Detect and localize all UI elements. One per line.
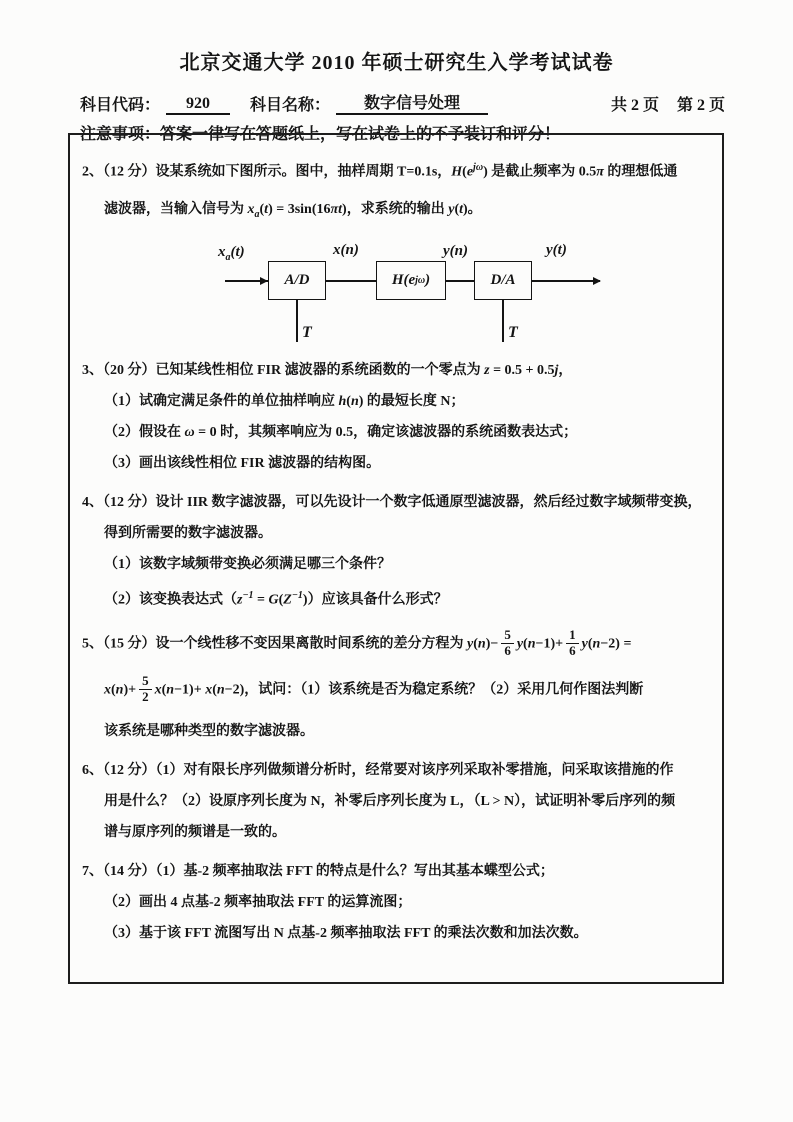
text-segment: 2、（12 分）设某系统如下图所示。图中，抽样周期 T=0.1s， [82,164,452,180]
text-segment: （3）基于该 FFT 流图写出 N 点基-2 频率抽取法 FFT 的乘法次数和加法次数。 [104,925,588,941]
text-segment: ) 是截止频率为 0.5 [483,164,597,180]
text-segment: （3）画出该线性相位 FIR 滤波器的结构图。 [104,456,381,472]
total-pages: 共 2 页 [610,97,659,114]
question-line [82,822,708,844]
text-segment: （2）该变换表达式（ [104,593,237,609]
question-line [82,422,708,444]
output-arrow-icon [593,277,601,285]
ideal-lowpass-filter-block: H(e jω ) [376,261,446,300]
text-segment: )）应该具备什么形式？ [302,593,448,609]
text-segment: ( [212,682,217,698]
text-segment: ) = 3sin(16 [268,201,331,217]
ad-clock-label: T [302,324,312,342]
text-segment: ( [161,682,167,698]
text-segment: = 0 时，其频率响应为 0.5，确定该滤波器的系统函数表达式； [194,425,578,441]
text-segment: 5、（15 分）设一个线性移不变因果离散时间系统的差分方程为 [82,636,467,652]
text-segment: （2）假设在 [104,425,185,441]
text-segment: t [459,201,463,217]
fraction: $\frac{1}{6}$ [566,628,579,659]
diagram-output-signal-label: y(t) [546,242,567,259]
text-segment: h [338,394,347,410]
text-segment: −1 [242,590,254,602]
question-q6 [82,760,708,844]
text-segment: y [581,636,588,652]
text-segment: )，求系统的输出 [342,201,449,217]
diagram-xn-label: x(n) [333,242,359,259]
text-segment: y [516,636,524,652]
ad-converter-block: A/D [268,261,326,300]
question-line [82,391,708,413]
text-segment: z [237,593,243,609]
text-segment: ( [346,394,351,410]
text-segment: n [592,636,601,652]
question-q3 [82,360,708,475]
question-line [82,721,708,743]
text-segment: π [596,164,604,180]
subject-meta-row [80,92,725,115]
text-segment: Z [283,593,292,609]
ad-clock-stem [296,300,298,342]
notice-text: 答案一律写在答题纸上，写在试卷上的不予装订和评分！ [160,126,561,143]
text-segment: y [467,636,474,652]
question-area-border-box [68,133,724,984]
text-segment: x [247,201,255,217]
output-wire [532,280,600,282]
text-segment: n [115,682,124,698]
question-line [82,157,708,184]
text-segment: e [466,164,474,180]
text-segment: 该系统是哪种类型的数字滤波器。 [104,723,314,739]
text-segment: ( [278,593,284,609]
fraction: $\frac{5}{2}$ [139,674,152,705]
text-segment: ( [473,636,478,652]
da-clock-stem [502,300,504,342]
text-segment: t [264,201,269,217]
question-line [82,892,708,914]
text-segment: 6、（12 分）（1）对有限长序列做频谱分析时，经常要对该序列采取补零措施，问采取该措施的作 [82,762,674,778]
text-segment: ( [454,201,460,217]
text-segment: ( [523,636,528,652]
text-segment: j [554,363,559,379]
question-line [82,360,708,382]
text-segment: n [166,682,175,698]
text-segment: )− [485,636,499,652]
page-info [593,92,725,115]
text-segment: x [104,682,111,698]
question-line [82,791,708,813]
text-segment: −1)+ [174,682,206,698]
wire-ad-to-filter [326,280,376,282]
question-q5 [82,629,708,743]
text-segment: （1）该数字域频带变换必须满足哪三个条件？ [104,557,391,573]
current-page: 第 2 页 [676,97,725,114]
text-segment: ω [184,425,195,441]
text-segment: −1 [291,590,303,602]
text-segment: )+ [123,682,137,698]
question-line [82,861,708,883]
text-segment: πt [330,201,343,217]
text-segment: x [154,682,162,698]
text-segment: ( [111,682,116,698]
subject-name-value: 数字信号处理 [336,95,488,115]
text-segment: −2) = [600,636,632,652]
text-segment: ( [462,164,467,180]
question-line [82,492,708,514]
text-segment: 用是什么？（2）设原序列长度为 N，补零后序列长度为 L，（L > N），试证明补零后序列的频 [104,793,676,809]
text-segment: H [451,164,463,180]
text-segment: 7、（14 分）（1）基-2 频率抽取法 FFT 的特点是什么？写出其基本蝶型公式； [82,863,554,879]
notice-label: 注意事项： [80,126,161,143]
text-segment: −1)+ [535,636,564,652]
question-line [82,199,708,226]
text-segment: x [205,682,213,698]
text-segment: )。 [463,201,482,217]
text-segment: （2）画出 4 点基-2 频率抽取法 FFT 的运算流图； [104,894,412,910]
text-segment: n [527,636,536,652]
question-line [82,923,708,945]
text-segment: 得到所需要的数字滤波器。 [104,526,272,542]
question-q7 [82,861,708,945]
text-segment: 的理想低通 [603,164,678,180]
text-segment: ( [259,201,265,217]
question-line [82,629,708,660]
text-segment: ， [558,363,573,379]
wire-filter-to-da [446,280,474,282]
text-segment: = [253,593,269,609]
fraction: $\frac{5}{6}$ [501,628,514,659]
da-clock-label: T [508,324,518,342]
text-segment: G [268,593,279,609]
question-q4 [82,492,708,612]
da-converter-block: D/A [474,261,532,300]
text-segment: = 0.5 + 0.5 [489,363,555,379]
subject-code-label: 科目代码： [80,97,161,114]
diagram-yn-label: y(n) [443,243,468,260]
text-segment: n [216,682,225,698]
text-segment: n [477,636,486,652]
text-segment: 3、（20 分）已知某线性相位 FIR 滤波器的系统函数的一个零点为 [82,363,485,379]
text-segment: jω [473,162,484,173]
text-segment: 4、（12 分）设计 IIR 数字滤波器，可以先设计一个数字低通原型滤波器，然后经过数字域频带变换， [82,495,702,511]
question-line [82,523,708,545]
text-segment: −2)，试问：（1）该系统是否为稳定系统？（2）采用几何作图法判断 [224,682,644,698]
text-segment: y [448,201,455,217]
system-block-diagram [82,242,708,352]
question-line [82,453,708,475]
text-segment: z [484,363,490,379]
question-q2 [82,157,708,225]
subject-code-value: 920 [166,95,230,115]
question-line [82,585,708,612]
input-arrow-icon [260,277,268,285]
page-title: 北京交通大学 2010 年硕士研究生入学考试试卷 [179,52,614,74]
text-segment: n [350,394,359,410]
text-segment: 谱与原序列的频谱是一致的。 [104,824,286,840]
question-line [82,672,708,706]
question-line [82,760,708,782]
text-segment: 滤波器，当输入信号为 [104,201,248,217]
text-segment: ( [587,636,593,652]
text-segment: （1）试确定满足条件的单位抽样响应 [104,394,339,410]
subject-name-label: 科目名称： [250,97,331,114]
text-segment: ) 的最短长度 N； [358,394,465,410]
question-2-container [82,157,708,225]
text-segment: a [254,208,260,220]
question-line [82,554,708,576]
questions-3-to-7-container [82,360,708,944]
diagram-input-signal-label: $x_a(t)$ [218,244,245,264]
